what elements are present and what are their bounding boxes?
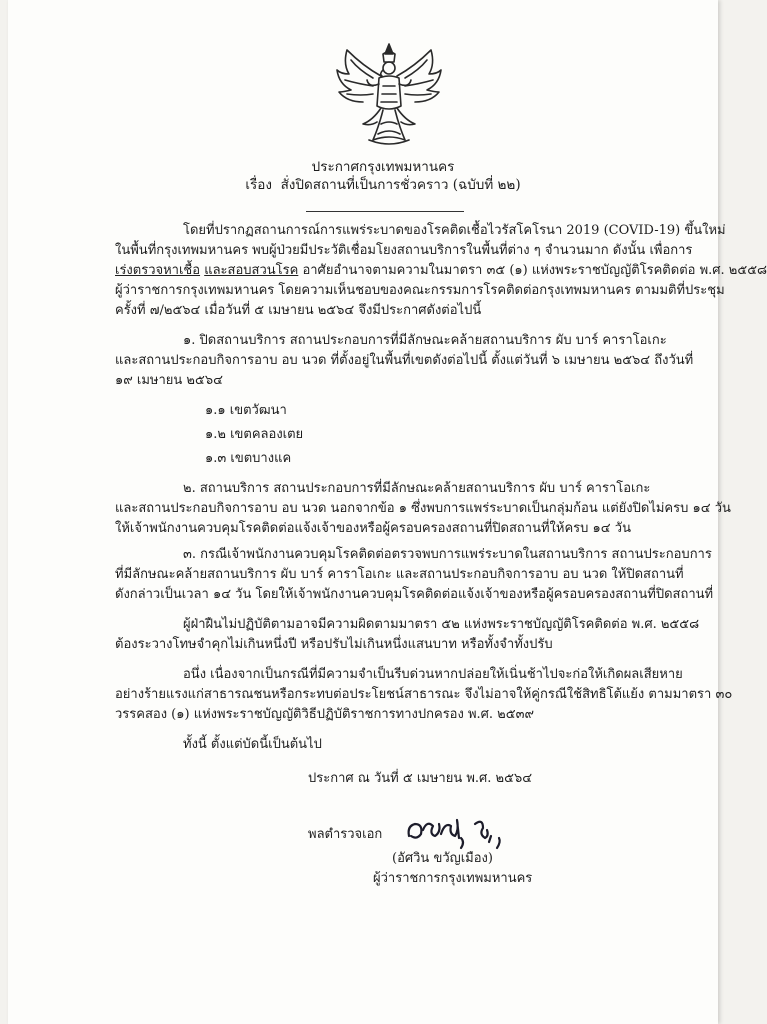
underlined-phrase-2: และสอบสวนโรค bbox=[204, 263, 299, 278]
paragraph-5-line-1: ผู้ฝ่าฝืนไม่ปฏิบัติตามอาจมีความผิดตามมาตรา ๕๒ แห่งพระราชบัญญัติโรคติดต่อ พ.ศ. ๒๕๕๘ bbox=[183, 617, 700, 632]
district-item: ๑.๓ เขตบางแค bbox=[205, 451, 292, 466]
paragraph-3-line-2: และสถานประกอบกิจการอาบ อบ นวด นอกจากข้อ ๑ ซึ่งพบการแพร่ระบาดเป็นกลุ่มก้อน แต่ยังปิดไม่ครบ ๑๔ วัน bbox=[115, 501, 731, 516]
paragraph-7: ทั้งนี้ ตั้งแต่บัดนี้เป็นต้นไป bbox=[183, 737, 322, 752]
announcement-date: ประกาศ ณ วันที่ ๕ เมษายน พ.ศ. ๒๕๖๔ bbox=[308, 771, 533, 786]
subject-text: สั่งปิดสถานที่เป็นการชั่วคราว (ฉบับที่ ๒๒) bbox=[280, 177, 521, 193]
paragraph-1-line-5: ครั้งที่ ๗/๒๕๖๔ เมื่อวันที่ ๕ เมษายน ๒๕๖๔ จึงมีประกาศดังต่อไปนี้ bbox=[115, 303, 482, 318]
paragraph-1-line-3-rest: อาศัยอำนาจตามความในมาตรา ๓๕ (๑) แห่งพระราชบัญญัติโรคติดต่อ พ.ศ. ๒๕๕๘ bbox=[302, 263, 767, 278]
paragraph-1-line-2: ในพื้นที่กรุงเทพมหานคร พบผู้ป่วยมีประวัติเชื่อมโยงสถานบริการในพื้นที่ต่าง ๆ จำนวนมาก ดังนั้น เพื่อการ bbox=[115, 243, 693, 258]
underlined-phrase-1: เร่งตรวจหาเชื้อ bbox=[115, 263, 201, 278]
paragraph-3-line-3: ให้เจ้าพนักงานควบคุมโรคติดต่อแจ้งเจ้าของหรือผู้ครอบครองสถานที่ปิดสถานที่ให้ครบ ๑๔ วัน bbox=[115, 521, 631, 536]
paragraph-4-line-2: ที่มีลักษณะคล้ายสถานบริการ ผับ บาร์ คาราโอเกะ และสถานประกอบกิจการอาบ อบ นวด ให้ปิดสถานที่ bbox=[115, 567, 684, 582]
paragraph-6-line-1: อนึ่ง เนื่องจากเป็นกรณีที่มีความจำเป็นรีบด่วนหากปล่อยให้เนิ่นช้าไปจะก่อให้เกิดผลเสียหาย bbox=[183, 667, 683, 682]
paragraph-4-line-3: ดังกล่าวเป็นเวลา ๑๔ วัน โดยให้เจ้าพนักงานควบคุมโรคติดต่อแจ้งเจ้าของหรือผู้ครอบครองสถานที่ปิดสถานที่ bbox=[115, 587, 714, 602]
document-subject bbox=[28, 176, 738, 194]
paragraph-6-line-3: วรรคสอง (๑) แห่งพระราชบัญญัติวิธีปฏิบัติราชการทางปกครอง พ.ศ. ๒๕๓๙ bbox=[115, 707, 535, 722]
paragraph-1-line-1: โดยที่ปรากฏสถานการณ์การแพร่ระบาดของโรคติดเชื้อไวรัสโคโรนา 2019 (COVID-19) ขึ้นใหม่ bbox=[183, 223, 726, 238]
paragraph-2-line-1: ๑. ปิดสถานบริการ สถานประกอบการที่มีลักษณะคล้ายสถานบริการ ผับ บาร์ คาราโอเกะ bbox=[183, 333, 667, 348]
handwritten-signature bbox=[403, 808, 513, 852]
document-page bbox=[8, 0, 767, 1024]
paragraph-1-line-3 bbox=[115, 262, 767, 280]
paragraph-1-line-4: ผู้ว่าราชการกรุงเทพมหานคร โดยความเห็นชอบของคณะกรรมการโรคติดต่อกรุงเทพมหานคร ตามมติที่ประชุม bbox=[115, 283, 725, 298]
district-item: ๑.๒ เขตคลองเตย bbox=[205, 427, 304, 442]
paragraph-3-line-1: ๒. สถานบริการ สถานประกอบการที่มีลักษณะคล้ายสถานบริการ ผับ บาร์ คาราโอเกะ bbox=[183, 481, 651, 496]
signatory-rank: พลตำรวจเอก bbox=[308, 827, 383, 842]
district-item: ๑.๑ เขตวัฒนา bbox=[205, 403, 287, 418]
paragraph-2-line-3: ๑๙ เมษายน ๒๕๖๔ bbox=[115, 373, 223, 388]
subject-label: เรื่อง bbox=[245, 177, 272, 193]
signatory-name: (อัศวิน ขวัญเมือง) bbox=[392, 851, 493, 866]
document-title: ประกาศกรุงเทพมหานคร bbox=[311, 159, 455, 175]
header-divider bbox=[306, 211, 464, 212]
paragraph-6-line-2: อย่างร้ายแรงแก่สาธารณชนหรือกระทบต่อประโยชน์สาธารณะ จึงไม่อาจให้คู่กรณีใช้สิทธิโต้แย้ง ตามมาตรา ๓๐ bbox=[115, 687, 733, 702]
paragraph-2-line-2: และสถานประกอบกิจการอาบ อบ นวด ที่ตั้งอยู่ในพื้นที่เขตดังต่อไปนี้ ตั้งแต่วันที่ ๖ เมษายน ๒๕๖๔ ถึงวันที่ bbox=[115, 353, 694, 368]
paragraph-5-line-2: ต้องระวางโทษจำคุกไม่เกินหนึ่งปี หรือปรับไม่เกินหนึ่งแสนบาท หรือทั้งจำทั้งปรับ bbox=[115, 637, 553, 652]
paragraph-4-line-1: ๓. กรณีเจ้าพนักงานควบคุมโรคติดต่อตรวจพบการแพร่ระบาดในสถานบริการ สถานประกอบการ bbox=[183, 547, 712, 562]
garuda-emblem-icon bbox=[333, 40, 445, 148]
signatory-position: ผู้ว่าราชการกรุงเทพมหานคร bbox=[373, 871, 533, 886]
